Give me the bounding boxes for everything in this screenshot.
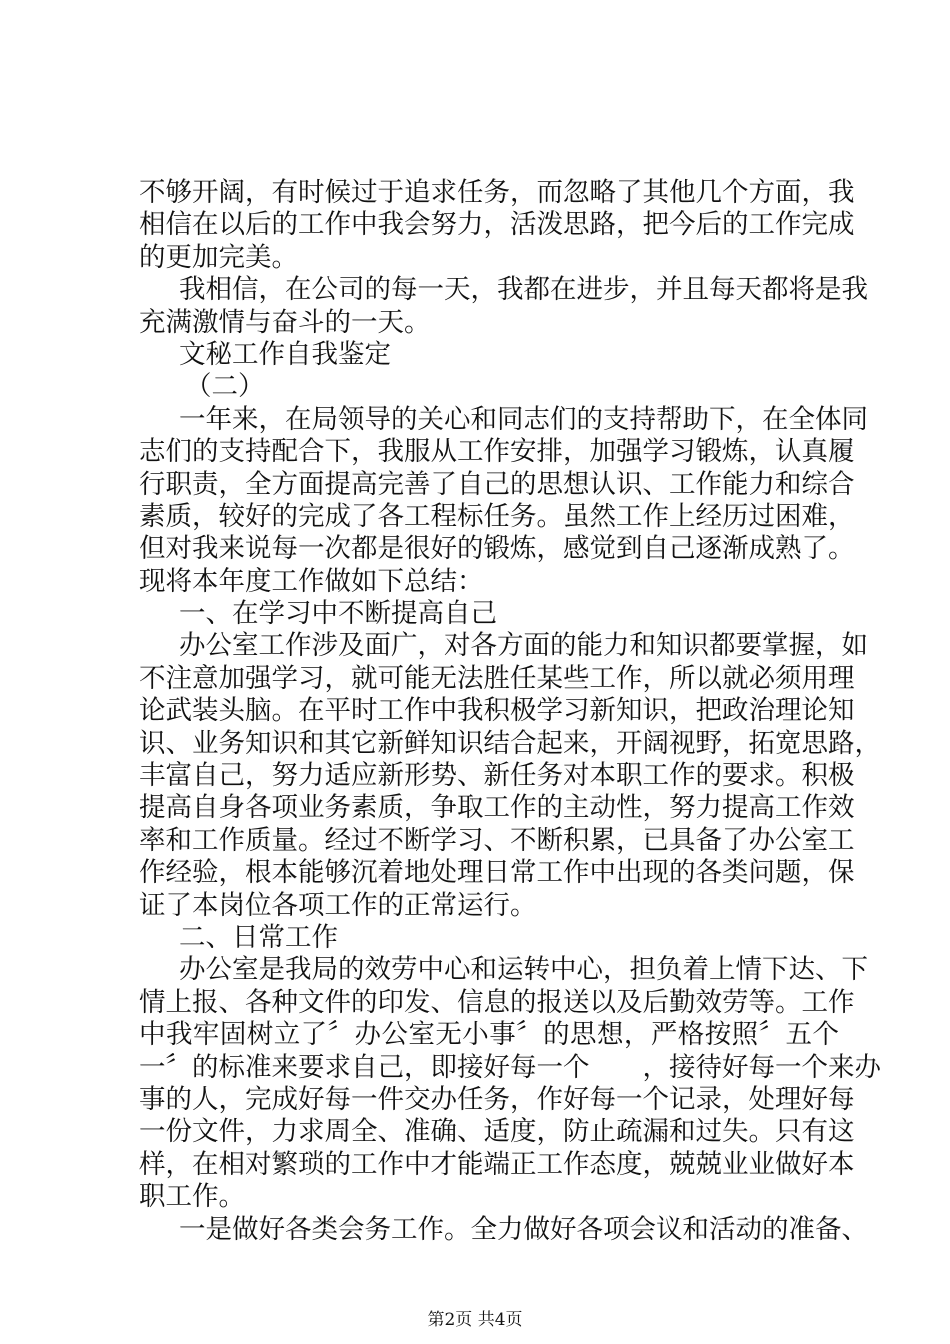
text-line: 作经验，根本能够沉着地处理日常工作中出现的各类问题，保 bbox=[139, 857, 855, 889]
text-line: 证了本岗位各项工作的正常运行。 bbox=[139, 889, 537, 921]
text-line: 办公室工作涉及面广，对各方面的能力和知识都要掌握，如 bbox=[179, 630, 868, 662]
text-line: 不够开阔，有时候过于追求任务，而忽略了其他几个方面，我 bbox=[139, 177, 855, 208]
section-heading: 一、在学习中不断提高自己 bbox=[179, 598, 497, 630]
text-line: 但对我来说每一次都是很好的锻炼，感觉到自己逐渐成熟了。 bbox=[139, 533, 855, 565]
text-line: 相信在以后的工作中我会努力，活泼思路，把今后的工作完成 bbox=[139, 209, 855, 241]
section-heading: 文秘工作自我鉴定 bbox=[179, 338, 391, 370]
text-line: 行职责，全方面提高完善了自己的思想认识、工作能力和综合 bbox=[139, 468, 855, 500]
text-line: 职工作。 bbox=[139, 1181, 245, 1213]
text-line: 现将本年度工作做如下总结： bbox=[139, 565, 484, 597]
text-line: 充满激情与奋斗的一天。 bbox=[139, 306, 431, 338]
text-line: 办公室是我局的效劳中心和运转中心，担负着上情下达、下 bbox=[179, 954, 868, 986]
text-line: 样，在相对繁琐的工作中才能端正工作态度，兢兢业业做好本 bbox=[139, 1148, 855, 1180]
text-line: 一年来，在局领导的关心和同志们的支持帮助下，在全体同 bbox=[179, 403, 868, 435]
text-line: 一〞的标准来要求自己，即接好每一个 ，接待好每一个来办 bbox=[139, 1051, 881, 1083]
text-line: 中我牢固树立了〞办公室无小事〞的思想，严格按照〞五个 bbox=[139, 1019, 839, 1051]
text-line: 率和工作质量。经过不断学习、不断积累，已具备了办公室工 bbox=[139, 824, 855, 856]
text-line: 素质，较好的完成了各工程标任务。虽然工作上经历过困难， bbox=[139, 500, 855, 532]
section-subheading: （二） bbox=[185, 371, 265, 403]
text-line: 不注意加强学习，就可能无法胜任某些工作，所以就必须用理 bbox=[139, 662, 855, 694]
text-line: 一份文件，力求周全、准确、适度，防止疏漏和过失。只有这 bbox=[139, 1116, 855, 1148]
text-line: 我相信，在公司的每一天，我都在进步，并且每天都将是我 bbox=[179, 274, 868, 306]
text-line: 志们的支持配合下，我服从工作安排，加强学习锻炼，认真履 bbox=[139, 436, 855, 468]
text-line: 丰富自己，努力适应新形势、新任务对本职工作的要求。积极 bbox=[139, 760, 855, 792]
text-line: 一是做好各类会务工作。全力做好各项会议和活动的准备、 bbox=[179, 1213, 868, 1245]
text-line: 事的人，完成好每一件交办任务，作好每一个记录，处理好每 bbox=[139, 1083, 855, 1115]
text-line: 的更加完美。 bbox=[139, 241, 298, 273]
section-heading: 二、日常工作 bbox=[179, 921, 338, 953]
document-body bbox=[139, 177, 881, 1246]
text-line: 识、业务知识和其它新鲜知识结合起来，开阔视野，拓宽思路， bbox=[139, 727, 881, 759]
text-line: 论武装头脑。在平时工作中我积极学习新知识，把政治理论知 bbox=[139, 695, 855, 727]
text-line: 提高自身各项业务素质，争取工作的主动性，努力提高工作效 bbox=[139, 792, 855, 824]
page-number-footer: 第2页 共4页 bbox=[427, 1310, 523, 1330]
text-line: 情上报、各种文件的印发、信息的报送以及后勤效劳等。工作 bbox=[139, 986, 855, 1018]
